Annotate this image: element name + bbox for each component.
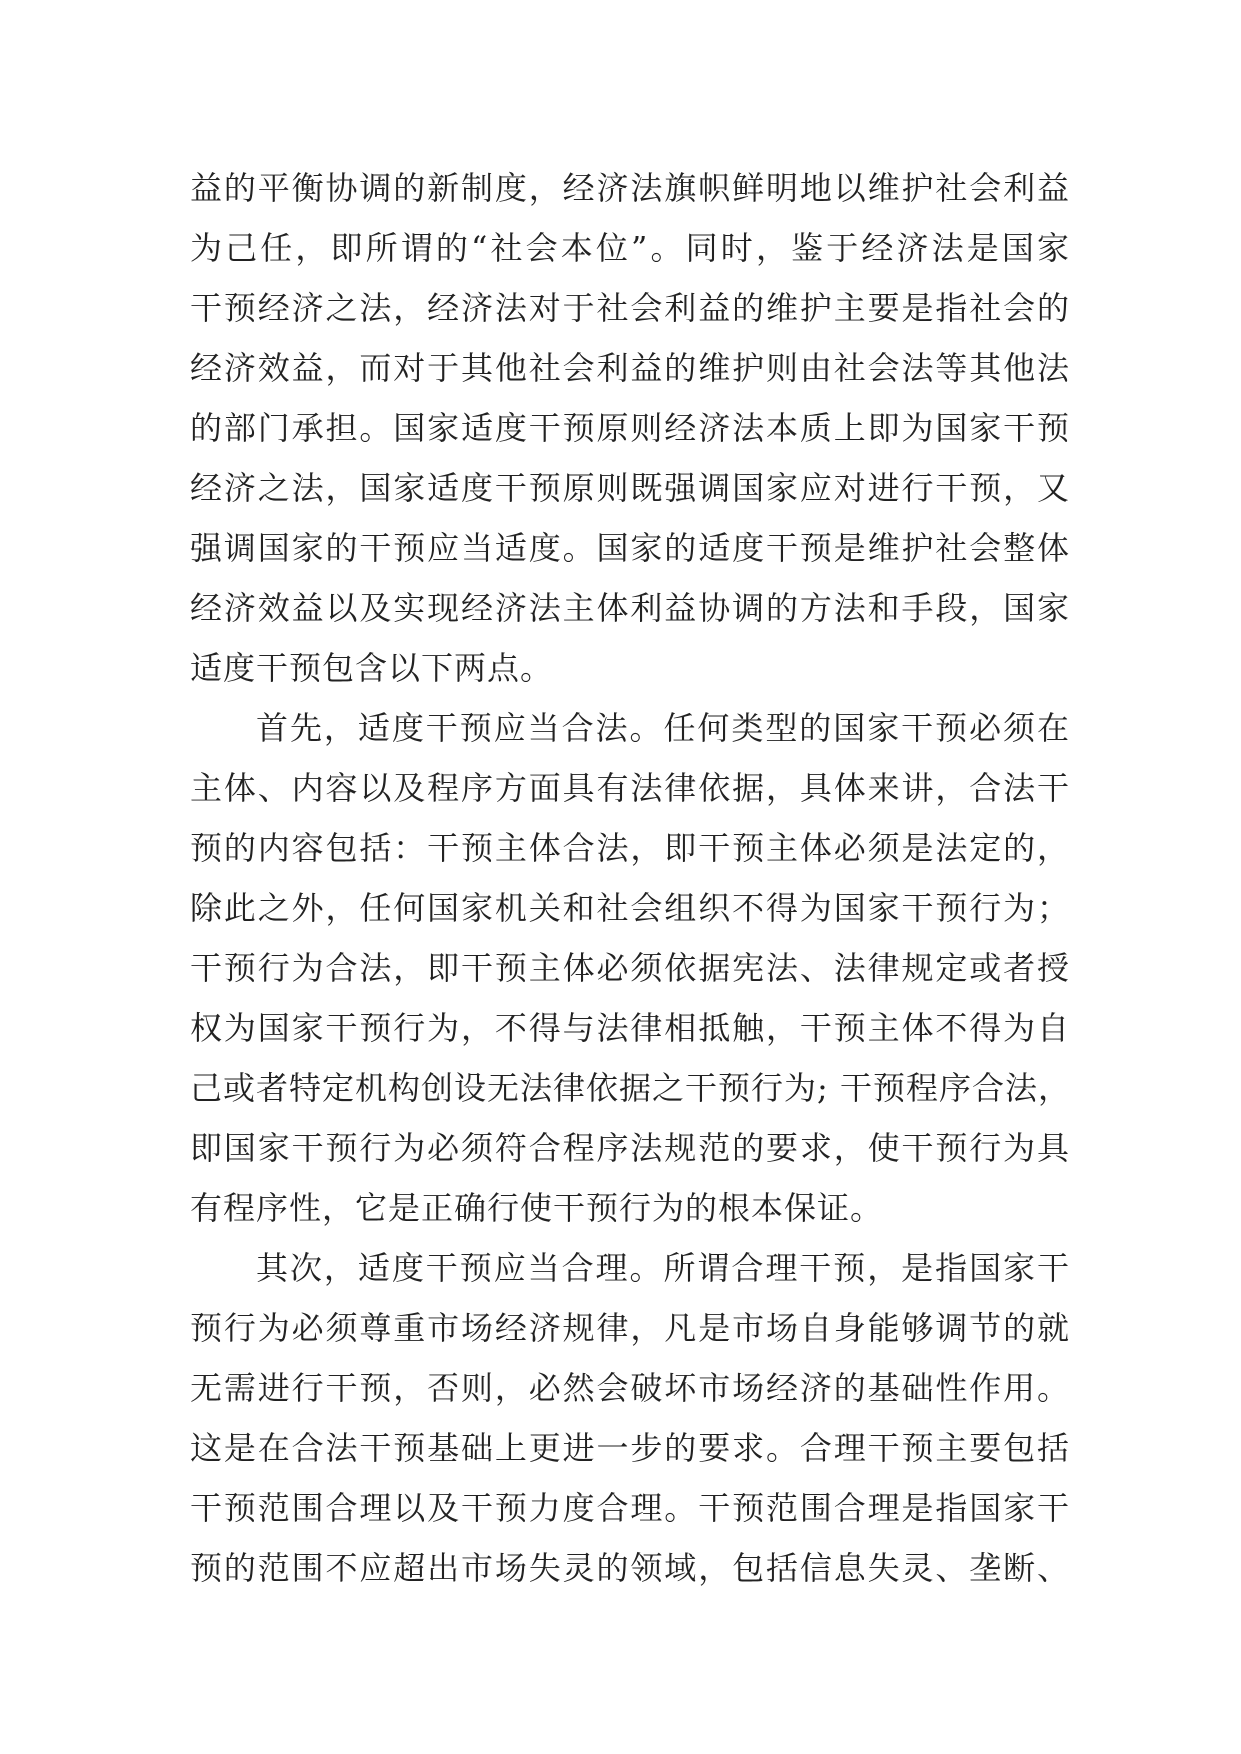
text-line: 即国家干预行为必须符合程序法规范的要求，使干预行为具 — [190, 1129, 1070, 1167]
text-line: 干预经济之法，经济法对于社会利益的维护主要是指社会的 — [190, 289, 1070, 327]
paragraph-1 — [190, 158, 1070, 698]
text-line: 预的内容包括：干预主体合法，即干预主体必须是法定的， — [190, 829, 1070, 867]
text-line: 干预范围合理以及干预力度合理。干预范围合理是指国家干 — [190, 1489, 1070, 1527]
text-line: 经济之法，国家适度干预原则既强调国家应对进行干预，又 — [190, 469, 1070, 507]
text-line: 这是在合法干预基础上更进一步的要求。合理干预主要包括 — [190, 1429, 1070, 1467]
text-line: 权为国家干预行为，不得与法律相抵触，干预主体不得为自 — [190, 1009, 1070, 1047]
paragraph-2 — [190, 698, 1070, 1238]
text-line: 主体、内容以及程序方面具有法律依据，具体来讲，合法干 — [190, 769, 1070, 807]
text-line: 己或者特定机构创设无法律依据之干预行为; 干预程序合法， — [190, 1069, 1071, 1107]
text-line: 干预行为合法，即干预主体必须依据宪法、法律规定或者授 — [190, 949, 1070, 987]
text-line: 预的范围不应超出市场失灵的领域，包括信息失灵、垄断、 — [190, 1549, 1070, 1587]
text-line: 其次，适度干预应当合理。所谓合理干预，是指国家干 — [256, 1249, 1070, 1287]
text-line: 无需进行干预，否则，必然会破坏市场经济的基础性作用。 — [190, 1369, 1070, 1407]
text-line: 适度干预包含以下两点。 — [190, 649, 554, 687]
text-line: 为己任，即所谓的“社会本位”。同时，鉴于经济法是国家 — [190, 229, 1070, 267]
text-line: 的部门承担。国家适度干预原则经济法本质上即为国家干预 — [190, 409, 1070, 447]
text-line: 首先，适度干预应当合法。任何类型的国家干预必须在 — [256, 709, 1070, 747]
text-line: 除此之外，任何国家机关和社会组织不得为国家干预行为； — [190, 889, 1070, 927]
text-line: 有程序性，它是正确行使干预行为的根本保证。 — [190, 1189, 884, 1227]
text-line: 预行为必须尊重市场经济规律，凡是市场自身能够调节的就 — [190, 1309, 1070, 1347]
paragraph-3 — [190, 1238, 1070, 1598]
text-line: 经济效益，而对于其他社会利益的维护则由社会法等其他法 — [190, 349, 1070, 387]
body-text — [190, 158, 1070, 1598]
text-line: 益的平衡协调的新制度，经济法旗帜鲜明地以维护社会利益 — [190, 169, 1070, 207]
text-line: 强调国家的干预应当适度。国家的适度干预是维护社会整体 — [190, 529, 1070, 567]
text-line: 经济效益以及实现经济法主体利益协调的方法和手段，国家 — [190, 589, 1070, 627]
